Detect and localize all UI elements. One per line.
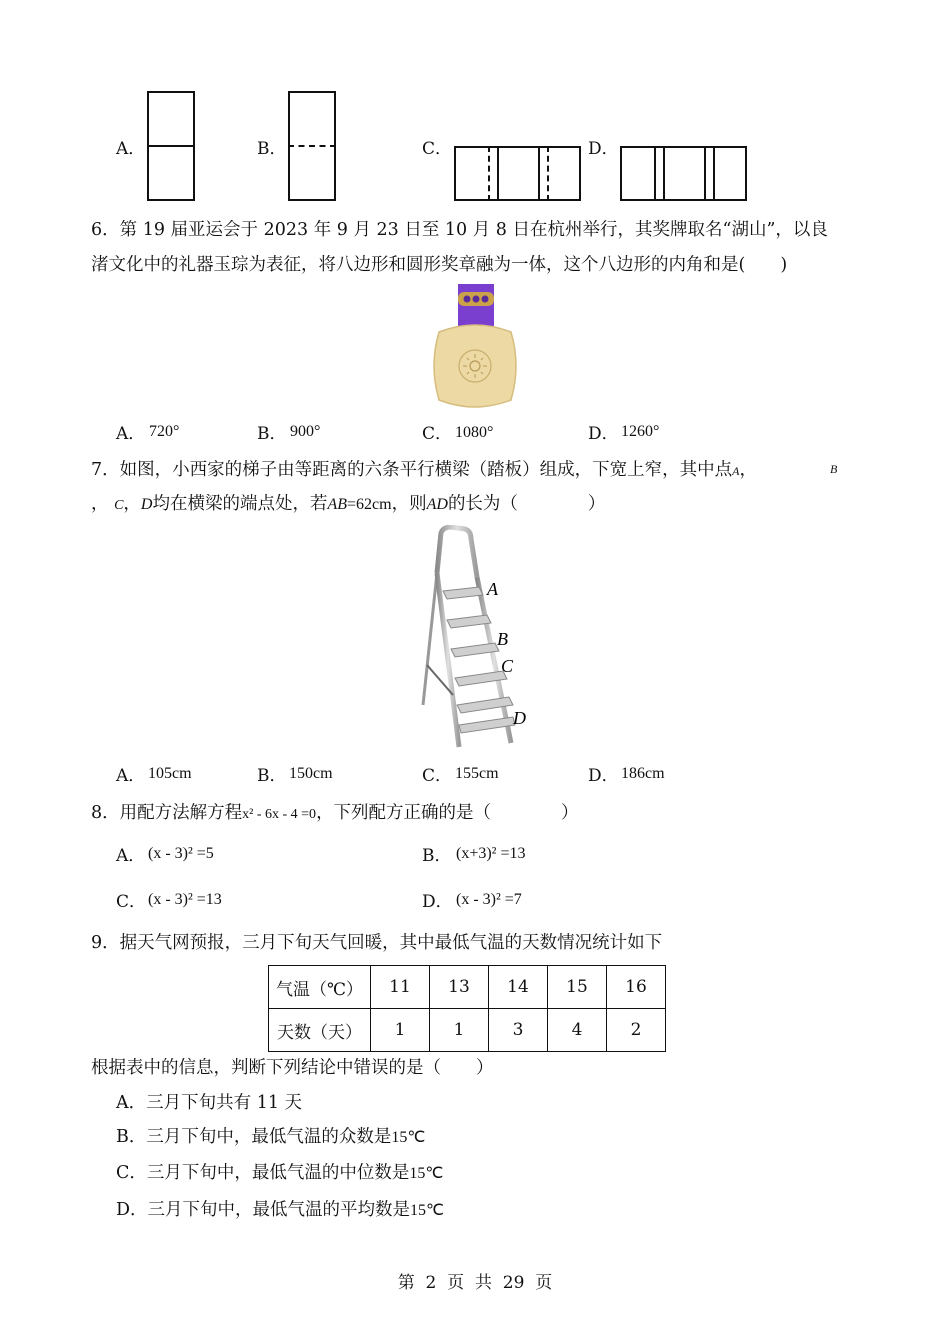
q6-line-2: 渚文化中的礼器玉琮为表征，将八边形和圆形奖章融为一体，这个八边形的内角和是( ) [91,255,788,275]
q7-comma-1: ， [91,494,109,514]
q6-option-c-value: 1080° [455,424,494,441]
q9-option-c-unit: 15℃ [409,1165,444,1182]
q9-option-a [116,1095,302,1113]
q7-line-1 [91,462,757,480]
q7-condition: 均在横梁的端点处，若 [152,494,328,514]
q8-equation: x² - 6x - 4 =0 [242,807,317,822]
q7-line-2 [91,496,605,514]
ladder-label-a: A [487,579,498,599]
ladder-label-d: D [513,708,526,728]
table-cell: 1 [371,1009,430,1052]
q8-prefix: 8．用配方法解方程 [91,803,243,823]
q6-option-d-value: 1260° [621,423,660,440]
table-cell: 4 [548,1009,607,1052]
table-cell: 1 [430,1009,489,1052]
ladder-figure [415,525,545,750]
q8-option-a-label: A． [116,846,146,866]
q8-option-d-label: D． [422,892,453,912]
table-cell: 2 [607,1009,666,1052]
q7-option-d-label: D． [588,766,619,786]
table-header-days: 天数（天） [269,1009,371,1052]
q8-suffix: ，下列配方正确的是（ ） [316,803,579,823]
point-b: B [830,462,838,476]
q6-line-1: 6．第 19 届亚运会于 2023 年 9 月 23 日至 10 月 8 日在杭州举行，其奖牌取名“湖山”，以良 [91,220,828,240]
segment-ab: AB [327,496,348,513]
q7-option-b-label: B． [257,766,287,786]
q8-option-a-value: (x - 3)² =5 [148,845,214,862]
q6-option-a-value: 720° [149,423,180,440]
q9-option-b-label: B． [116,1127,147,1147]
q7-option-b-value: 150cm [289,765,333,782]
page-footer: 第 2 页 共 29 页 [397,1273,553,1293]
q7-option-a-label: A． [116,766,146,786]
q9-option-b [116,1129,425,1147]
q7-stem: 7．如图，小西家的梯子由等距离的六条平行横梁（踏板）组成，下宽上窄，其中点 [91,460,733,480]
q6-option-b-value: 900° [290,423,321,440]
q7-option-c-value: 155cm [455,765,499,782]
point-d: D [140,496,153,513]
q7-option-d-value: 186cm [621,765,665,782]
q9-option-d-unit: 15℃ [410,1202,444,1219]
q7-option-a-value: 105cm [148,765,192,782]
table-cell: 14 [489,966,548,1009]
medal-image [425,284,525,414]
q9-option-d [116,1202,444,1220]
q6-option-a-label: A． [116,424,146,444]
point-c: C [114,498,124,513]
table-row [269,1009,666,1052]
q6-option-b-label: B． [257,424,287,444]
table-cell: 15 [548,966,607,1009]
q9-option-c [116,1165,443,1183]
q7-sep: ， [739,460,757,480]
option-b-label: B． [257,139,287,159]
segment-ad: AD [426,496,448,513]
q8-option-c-value: (x - 3)² =13 [148,891,222,908]
option-a-label: A． [116,139,146,159]
q8-option-d-value: (x - 3)² =7 [456,891,522,908]
ladder-label-c: C [501,656,514,676]
q9-option-d-text: 三月下旬中，最低气温的平均数是 [147,1200,411,1220]
q9-option-d-label: D． [116,1200,148,1220]
segment-ab-value: =62cm [347,496,392,513]
q8-option-b-label: B． [422,846,452,866]
table-cell: 11 [371,966,430,1009]
table-cell: 13 [430,966,489,1009]
q8-line [91,805,579,823]
q9-option-c-label: C． [116,1163,147,1183]
q9-option-c-text: 三月下旬中，最低气温的中位数是 [146,1163,410,1183]
point-a: A [732,464,740,478]
option-d-label: D． [588,139,619,159]
q9-option-b-text: 三月下旬中，最低气温的众数是 [146,1127,392,1147]
q7-option-c-label: C． [422,766,453,786]
ladder-label-b: B [497,629,508,649]
q7-ask: 的长为（ ） [447,494,606,514]
q6-option-d-label: D． [588,424,619,444]
temperature-table [268,965,666,1052]
q9-option-a-label: A． [116,1093,147,1113]
q6-option-c-label: C． [422,424,453,444]
table-row [269,966,666,1009]
table-cell: 3 [489,1009,548,1052]
q9-option-b-unit: 15℃ [391,1129,426,1146]
q9-question: 根据表中的信息，判断下列结论中错误的是（ ） [91,1058,494,1078]
q9-stem: 9．据天气网预报，三月下旬天气回暖，其中最低气温的天数情况统计如下 [91,933,663,953]
table-cell: 16 [607,966,666,1009]
table-header-temp: 气温（℃） [269,966,371,1009]
q7-comma-2: ， [123,494,141,514]
q9-option-a-text: 三月下旬共有 11 天 [146,1093,303,1113]
q8-option-b-value: (x+3)² =13 [456,845,526,862]
q7-then: ，则 [391,494,427,514]
q8-option-c-label: C． [116,892,147,912]
option-c-label: C． [422,139,453,159]
